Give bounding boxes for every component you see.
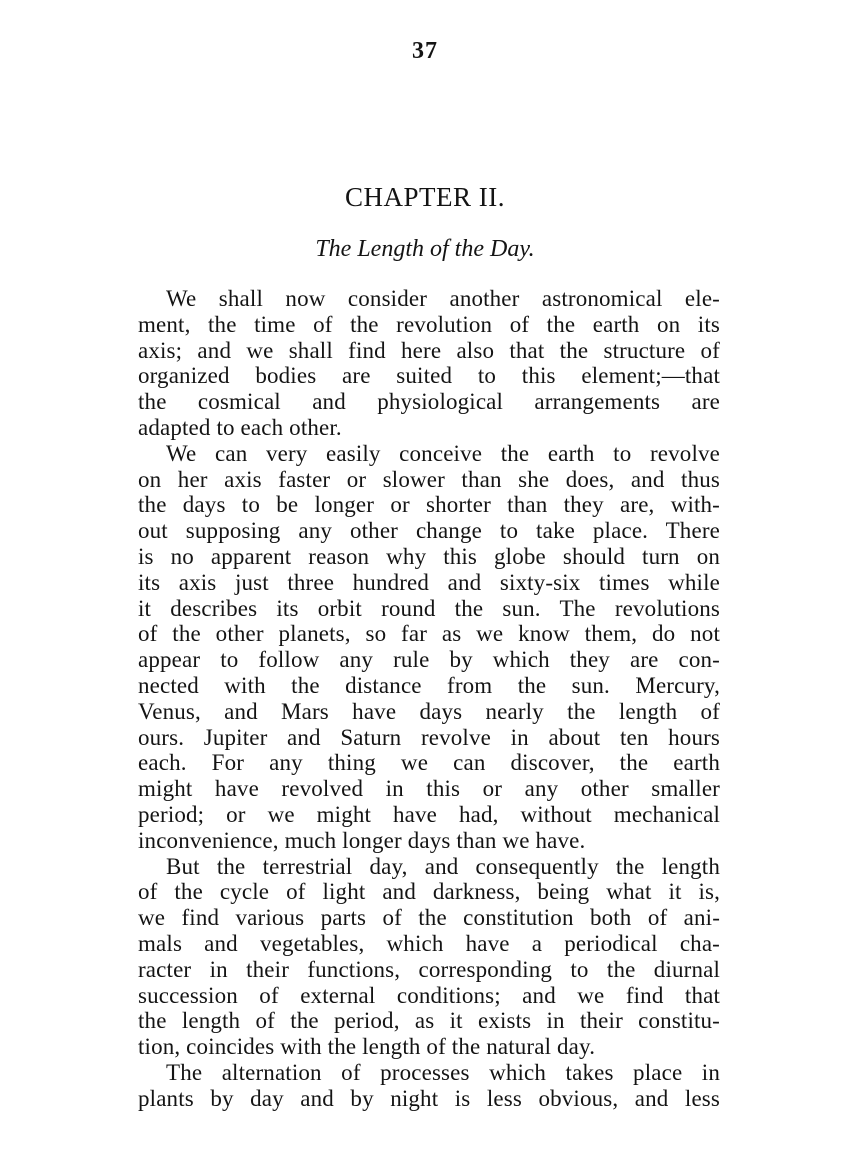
text-line: ment, the time of the revolution of the earth on its (138, 311, 720, 337)
page-number: 37 (412, 38, 438, 64)
text-line: appear to follow any rule by which they are con- (138, 647, 720, 673)
text-line: we find various parts of the constitution both of ani- (138, 905, 720, 931)
chapter-title: The Length of the Day. (315, 236, 535, 262)
text-line: of the cycle of light and darkness, being what it is, (138, 879, 720, 905)
text-line: Venus, and Mars have days nearly the length of (138, 698, 720, 724)
text-line: might have revolved in this or any other smaller (138, 776, 720, 802)
text-line: on her axis faster or slower than she does, and thus (138, 466, 720, 492)
text-line: We can very easily conceive the earth to revolve (166, 440, 720, 466)
text-line: the length of the period, as it exists in their constitu- (138, 1008, 720, 1034)
text-line: the days to be longer or shorter than they are, with- (138, 492, 720, 518)
text-line: it describes its orbit round the sun. The revolutions (138, 595, 720, 621)
text-line: organized bodies are suited to this element;—that (138, 363, 720, 389)
text-line: tion, coincides with the length of the natural day. (138, 1034, 596, 1060)
text-line: adapted to each other. (138, 414, 342, 440)
text-line: mals and vegetables, which have a periodical cha- (138, 930, 720, 956)
text-line: the cosmical and physiological arrangements are (138, 389, 720, 415)
text-line: succession of external conditions; and we find that (138, 982, 720, 1008)
chapter-heading: CHAPTER II. (345, 182, 505, 212)
text-line: We shall now consider another astronomical ele- (166, 286, 720, 311)
text-line: axis; and we shall find here also that the structure of (138, 337, 720, 363)
text-line: nected with the distance from the sun. Mercury, (138, 672, 720, 698)
body-text (138, 286, 720, 1112)
paragraph (138, 286, 720, 441)
text-line: plants by day and by night is less obvious, and less (138, 1085, 720, 1111)
paragraph (138, 1060, 720, 1112)
text-line: ours. Jupiter and Saturn revolve in about ten hours (138, 724, 720, 750)
text-line: each. For any thing we can discover, the earth (138, 750, 720, 776)
text-line: of the other planets, so far as we know them, do not (138, 621, 720, 647)
paragraph (138, 441, 720, 854)
text-line: period; or we might have had, without mechanical (138, 801, 720, 827)
text-line: The alternation of processes which takes place in (166, 1059, 720, 1085)
text-line: is no apparent reason why this globe should turn on (138, 543, 720, 569)
paragraph (138, 854, 720, 1060)
text-line: racter in their functions, corresponding to the diurnal (138, 956, 720, 982)
text-line: But the terrestrial day, and consequently the length (166, 853, 720, 879)
text-line: its axis just three hundred and sixty-six times while (138, 569, 720, 595)
text-line: inconvenience, much longer days than we have. (138, 827, 586, 853)
text-line: out supposing any other change to take place. There (138, 518, 720, 544)
